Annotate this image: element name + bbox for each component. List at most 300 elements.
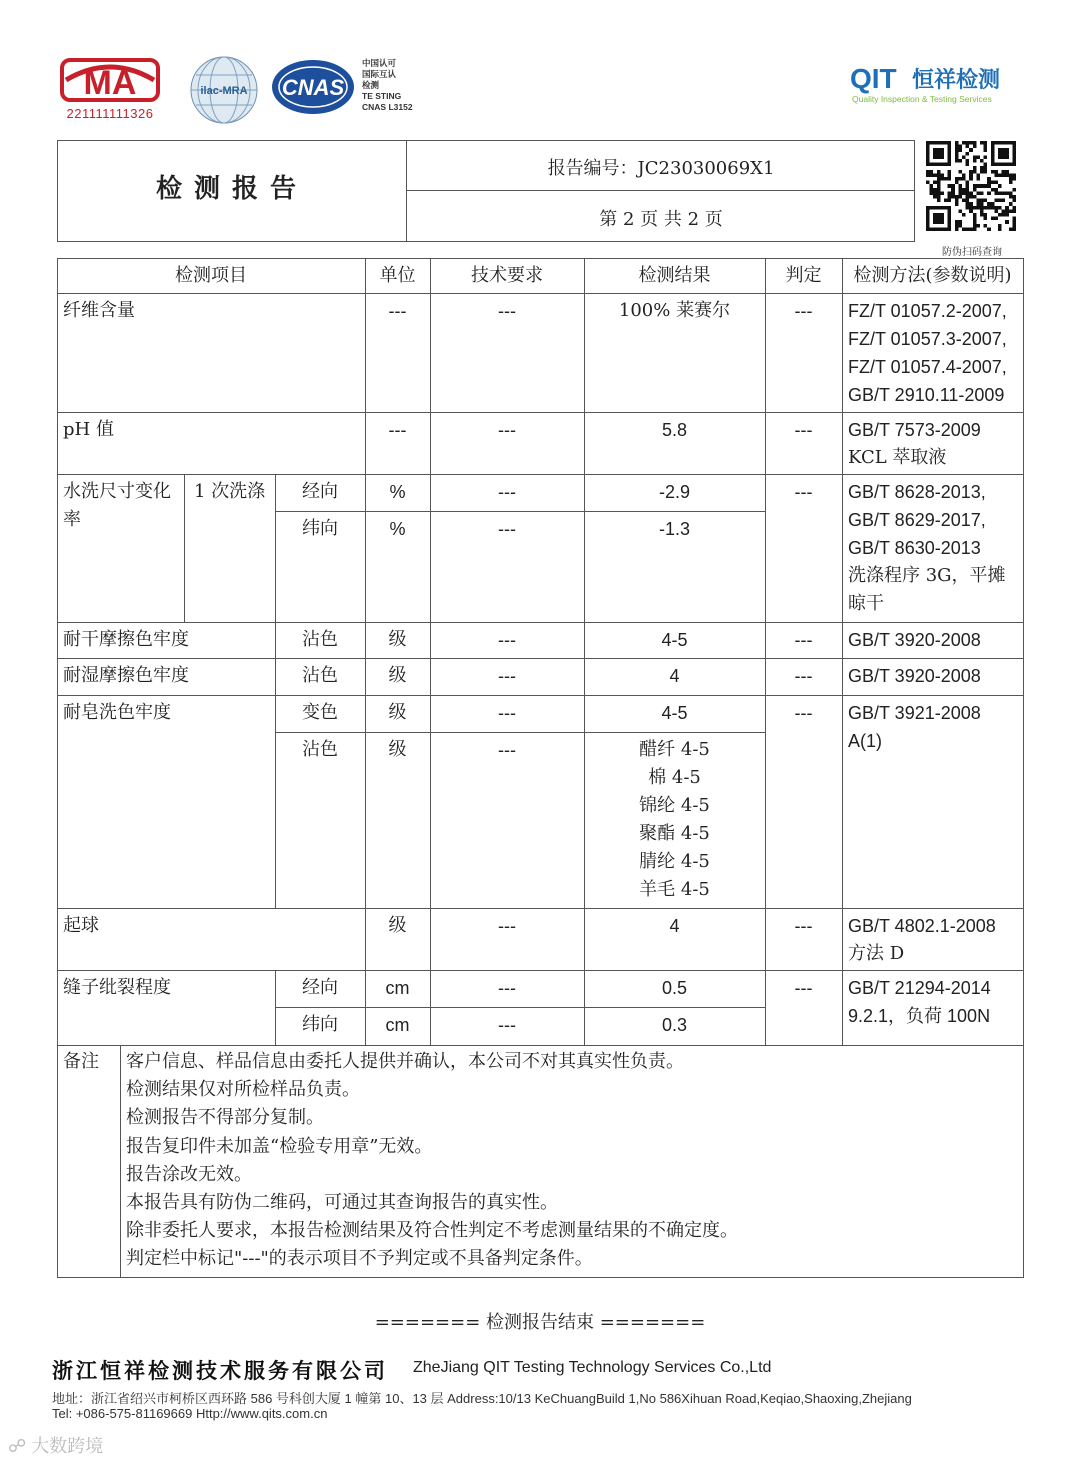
report-end-marker: ======= 检测报告结束 ======= — [374, 1312, 706, 1333]
sub-item: 沾色 — [302, 739, 338, 760]
qr-module — [955, 181, 959, 185]
qr-module — [998, 206, 1002, 210]
watermark-text: 大数跨境 — [31, 1436, 104, 1456]
method-line: GB/T 3920-2008 — [848, 630, 981, 650]
verdict: --- — [794, 630, 813, 650]
qr-module — [1012, 217, 1016, 221]
qr-module — [998, 224, 1002, 228]
qr-module — [984, 184, 988, 188]
qr-module — [984, 206, 988, 210]
verdict: --- — [794, 703, 813, 723]
qr-module — [969, 170, 973, 174]
result-line: 羊毛 4-5 — [639, 879, 710, 900]
qr-module — [955, 224, 959, 228]
qr-module — [958, 177, 962, 181]
qr-module — [991, 170, 995, 174]
requirement: --- — [498, 1015, 516, 1035]
qr-module — [926, 173, 930, 177]
qr-module — [998, 191, 1002, 195]
item-name: 耐干摩擦色牢度 — [63, 629, 189, 650]
qr-module — [994, 181, 998, 185]
qr-module — [994, 170, 998, 174]
method-line: GB/T 2910.11-2009 — [848, 385, 1005, 405]
ilac-logo-text: ilac-MRA — [200, 85, 248, 97]
qr-module — [998, 173, 1002, 177]
qr-module — [962, 173, 966, 177]
qr-module — [994, 199, 998, 203]
result: 5.8 — [661, 420, 688, 440]
table-line — [275, 511, 765, 512]
qr-module — [980, 191, 984, 195]
qr-module — [940, 191, 944, 195]
qr-module — [955, 199, 959, 203]
item-name-cont: 率 — [63, 509, 81, 530]
qr-module — [930, 184, 934, 188]
qr-module — [933, 148, 944, 159]
cnas-caption-line: 检测 — [362, 80, 380, 90]
qr-module — [980, 209, 984, 213]
table-line — [57, 293, 1024, 294]
cnas-caption-line: CNAS L3152 — [362, 102, 413, 112]
table-line — [57, 412, 1024, 413]
qr-module — [937, 184, 941, 188]
result-line: 醋纤 4-5 — [639, 739, 710, 760]
qr-module — [966, 163, 970, 167]
qr-module — [951, 191, 955, 195]
qr-module — [937, 170, 941, 174]
method-line: 洗涤程序 3G，平摊 — [848, 565, 1006, 586]
qr-module — [955, 145, 959, 149]
item-name: pH 值 — [63, 419, 114, 440]
qr-module — [933, 188, 937, 192]
cnas-logo-text: CNAS — [281, 75, 345, 100]
qr-module — [1012, 227, 1016, 231]
item-name: 纤维含量 — [63, 300, 135, 321]
qr-module — [958, 209, 962, 213]
header-item: 检测项目 — [175, 265, 247, 286]
qr-module — [944, 199, 948, 203]
report-number: 报告编号：JC23030069X1 — [547, 158, 775, 179]
qr-module — [976, 184, 980, 188]
method-line: GB/T 3921-2008 — [848, 703, 981, 723]
requirement: --- — [498, 978, 516, 998]
verdict: --- — [794, 978, 813, 998]
qr-module — [969, 141, 973, 145]
qr-module — [987, 191, 991, 195]
qr-module — [930, 191, 934, 195]
qr-module — [955, 155, 959, 159]
table-line — [57, 658, 1024, 659]
qr-module — [984, 155, 988, 159]
qr-module — [994, 191, 998, 195]
qr-module — [948, 199, 952, 203]
qr-module — [1002, 173, 1006, 177]
item-name: 耐皂洗色牢度 — [63, 702, 171, 723]
header-verdict: 判定 — [785, 265, 822, 286]
report-title: 检测报告 — [155, 174, 308, 204]
qr-module — [973, 220, 977, 224]
qr-module — [933, 213, 944, 224]
requirement: --- — [498, 420, 516, 440]
qr-module — [962, 141, 966, 145]
sub-item: 变色 — [302, 702, 338, 723]
qr-module — [1012, 188, 1016, 192]
method-line: A(1) — [848, 731, 883, 751]
unit: 级 — [388, 739, 407, 760]
qr-module — [958, 224, 962, 228]
remark-line: 检测报告不得部分复制。 — [126, 1107, 324, 1128]
qr-module — [1002, 209, 1006, 213]
qr-module — [984, 148, 988, 152]
qr-module — [937, 191, 941, 195]
qr-module — [980, 213, 984, 217]
qr-module — [933, 195, 937, 199]
qr-module — [966, 206, 970, 210]
cma-logo-text: MA — [83, 64, 137, 102]
requirement: --- — [498, 630, 516, 650]
qr-module — [940, 173, 944, 177]
qr-module — [1005, 209, 1009, 213]
requirement: --- — [498, 916, 516, 936]
unit: cm — [385, 978, 410, 998]
qr-module — [987, 227, 991, 231]
qr-module — [1009, 181, 1013, 185]
header-result: 检测结果 — [638, 265, 711, 286]
method-line: GB/T 8628-2013, — [848, 482, 986, 502]
qr-module — [937, 188, 941, 192]
requirement: --- — [498, 740, 516, 760]
qr-module — [987, 181, 991, 185]
qr-module — [955, 141, 959, 145]
qr-module — [958, 159, 962, 163]
qr-module — [966, 191, 970, 195]
unit: % — [389, 482, 406, 502]
table-line — [275, 1007, 765, 1008]
qr-module — [1012, 206, 1016, 210]
table-line — [57, 474, 1024, 475]
qr-module — [948, 170, 952, 174]
header-method: 检测方法(参数说明) — [853, 265, 1012, 286]
qr-module — [1009, 173, 1013, 177]
header-unit: 单位 — [379, 265, 416, 286]
result: 0.5 — [661, 978, 688, 998]
qr-module — [980, 184, 984, 188]
method-line: KCL 萃取液 — [848, 447, 947, 468]
cnas-logo — [270, 58, 356, 116]
unit: --- — [388, 301, 407, 321]
qr-module — [930, 188, 934, 192]
qr-module — [991, 206, 995, 210]
method-line: FZ/T 01057.3-2007, — [848, 329, 1007, 349]
direction: 经向 — [302, 481, 338, 502]
qr-module — [973, 195, 977, 199]
qr-module — [994, 173, 998, 177]
direction: 纬向 — [302, 1014, 338, 1035]
qr-module — [966, 188, 970, 192]
qr-module — [1009, 202, 1013, 206]
result: 4 — [669, 916, 680, 936]
qr-module — [969, 206, 973, 210]
table-line — [57, 908, 1024, 909]
qr-module — [966, 195, 970, 199]
qr-module — [984, 163, 988, 167]
qr-module — [958, 188, 962, 192]
qr-module — [994, 209, 998, 213]
qr-module — [998, 184, 1002, 188]
result: -1.3 — [658, 519, 691, 539]
qr-module — [966, 184, 970, 188]
qr-module — [926, 170, 930, 174]
qr-module — [973, 145, 977, 149]
qr-module — [1009, 191, 1013, 195]
qr-module — [984, 145, 988, 149]
qr-module — [973, 224, 977, 228]
qit-name: 恒祥检测 — [912, 68, 1001, 93]
qr-module — [1005, 191, 1009, 195]
qr-module — [973, 155, 977, 159]
qr-module — [933, 173, 937, 177]
remark-line: 本报告具有防伪二维码，可通过其查询报告的真实性。 — [126, 1192, 558, 1213]
qr-module — [976, 177, 980, 181]
qr-module — [951, 195, 955, 199]
qr-module — [966, 145, 970, 149]
qr-module — [973, 213, 977, 217]
qr-module — [973, 141, 977, 145]
qr-module — [1009, 227, 1013, 231]
qr-module — [958, 148, 962, 152]
qr-module — [955, 220, 959, 224]
qr-module — [955, 227, 959, 231]
qr-module — [962, 188, 966, 192]
qr-module — [1005, 220, 1009, 224]
qr-module — [987, 202, 991, 206]
qit-logo — [850, 60, 1020, 110]
page-info: 第 2 页 共 2 页 — [599, 209, 723, 230]
method-line: GB/T 8629-2017, — [848, 510, 986, 530]
qr-module — [973, 184, 977, 188]
qr-module — [969, 195, 973, 199]
unit: 级 — [388, 702, 407, 723]
unit: 级 — [388, 915, 407, 936]
qr-module — [966, 227, 970, 231]
qr-module — [987, 206, 991, 210]
qr-module — [976, 191, 980, 195]
result-line: 锦纶 4-5 — [639, 795, 710, 816]
table-line — [57, 970, 1024, 971]
table-line — [1023, 258, 1024, 1278]
qr-module — [937, 177, 941, 181]
verdict: --- — [794, 916, 813, 936]
qr-module — [940, 177, 944, 181]
qr-module — [951, 188, 955, 192]
table-line — [57, 622, 1024, 623]
qr-module — [1012, 195, 1016, 199]
qr-module — [973, 159, 977, 163]
qr-module — [948, 195, 952, 199]
qr-code[interactable] — [926, 141, 1016, 231]
qr-module — [955, 177, 959, 181]
qr-caption: 防伪扫码查询 — [942, 247, 1002, 258]
qr-module — [976, 155, 980, 159]
verdict: --- — [794, 482, 813, 502]
qr-module — [955, 159, 959, 163]
qr-module — [994, 188, 998, 192]
qr-module — [951, 184, 955, 188]
method-line: FZ/T 01057.4-2007, — [848, 357, 1007, 377]
result: 0.3 — [661, 1015, 688, 1035]
qr-module — [962, 155, 966, 159]
qr-module — [1005, 213, 1009, 217]
qr-module — [966, 152, 970, 156]
qr-module — [1012, 224, 1016, 228]
qr-module — [955, 152, 959, 156]
qr-module — [994, 206, 998, 210]
ilac-mra-logo — [188, 55, 260, 125]
result: 100% 莱赛尔 — [618, 300, 731, 321]
verdict: --- — [794, 666, 813, 686]
qr-module — [976, 173, 980, 177]
qr-module — [962, 191, 966, 195]
qr-module — [969, 148, 973, 152]
result: -2.9 — [658, 482, 691, 502]
qr-module — [984, 213, 988, 217]
table-line — [57, 1277, 1024, 1278]
table-line — [184, 474, 185, 622]
qr-module — [980, 159, 984, 163]
table-line — [57, 258, 1024, 259]
qr-module — [966, 181, 970, 185]
result: 4-5 — [661, 703, 688, 723]
qr-module — [1009, 195, 1013, 199]
method-line: 方法 D — [848, 943, 905, 964]
company-contact: Tel: +086-575-81169669 Http://www.qits.com.cn — [52, 1406, 328, 1421]
qr-module — [1005, 170, 1009, 174]
qr-module — [984, 199, 988, 203]
qr-module — [980, 206, 984, 210]
qr-module — [962, 177, 966, 181]
qr-module — [1009, 177, 1013, 181]
qr-module — [962, 227, 966, 231]
unit: 级 — [388, 665, 407, 686]
remark-line: 判定栏中标记"---"的表示项目不予判定或不具备判定条件。 — [126, 1248, 593, 1269]
item-name: 耐湿摩擦色牢度 — [63, 665, 189, 686]
result: 4-5 — [661, 630, 688, 650]
qr-module — [955, 195, 959, 199]
sub-item: 沾色 — [302, 665, 338, 686]
qr-module — [958, 170, 962, 174]
qr-module — [962, 213, 966, 217]
direction: 经向 — [302, 977, 338, 998]
wash-condition: 1 次洗涤 — [194, 481, 266, 502]
watermark — [8, 1432, 103, 1458]
remark-line: 报告涂改无效。 — [126, 1164, 252, 1185]
qr-module — [930, 173, 934, 177]
method-line: FZ/T 01057.2-2007, — [848, 301, 1007, 321]
qr-module — [998, 213, 1002, 217]
qr-module — [984, 217, 988, 221]
verdict: --- — [794, 420, 813, 440]
qr-module — [1009, 209, 1013, 213]
qr-module — [937, 195, 941, 199]
qr-module — [969, 191, 973, 195]
qit-brand: QIT — [850, 63, 897, 94]
requirement: --- — [498, 482, 516, 502]
qr-module — [973, 227, 977, 231]
remark-line: 客户信息、样品信息由委托人提供并确认，本公司不对其真实性负责。 — [126, 1051, 684, 1072]
qr-module — [973, 217, 977, 221]
unit: --- — [388, 420, 407, 440]
qr-module — [976, 206, 980, 210]
qr-module — [980, 199, 984, 203]
unit: 级 — [388, 629, 407, 650]
qr-module — [991, 217, 995, 221]
qr-module — [966, 159, 970, 163]
qr-module — [1012, 209, 1016, 213]
requirement: --- — [498, 519, 516, 539]
qr-module — [998, 148, 1009, 159]
requirement: --- — [498, 666, 516, 686]
qr-module — [958, 220, 962, 224]
header-requirement: 技术要求 — [471, 265, 543, 286]
qr-module — [966, 199, 970, 203]
qr-module — [976, 224, 980, 228]
qr-module — [969, 173, 973, 177]
table-line — [57, 1045, 1024, 1046]
qr-module — [966, 202, 970, 206]
method-line: 晾干 — [848, 593, 884, 614]
qr-module — [969, 202, 973, 206]
qr-module — [984, 141, 988, 145]
verdict: --- — [794, 301, 813, 321]
qr-module — [976, 199, 980, 203]
remarks-label: 备注 — [63, 1051, 99, 1072]
qr-module — [1002, 199, 1006, 203]
remark-line: 检测结果仅对所检样品负责。 — [126, 1079, 360, 1100]
qr-module — [973, 206, 977, 210]
method-line: GB/T 3920-2008 — [848, 666, 981, 686]
table-line — [842, 258, 843, 1045]
qr-module — [948, 191, 952, 195]
qr-module — [980, 170, 984, 174]
qr-module — [937, 173, 941, 177]
qr-module — [955, 148, 959, 152]
item-name: 水洗尺寸变化 — [63, 481, 171, 502]
qr-module — [1002, 170, 1006, 174]
qr-module — [991, 188, 995, 192]
qr-module — [966, 141, 970, 145]
sub-item: 沾色 — [302, 629, 338, 650]
qr-module — [1005, 173, 1009, 177]
method-line: 9.2.1，负荷 100N — [848, 1006, 991, 1026]
qr-module — [973, 166, 977, 170]
qr-module — [933, 181, 937, 185]
qr-module — [958, 195, 962, 199]
qr-module — [994, 217, 998, 221]
qr-module — [980, 141, 984, 145]
company-address: 地址：浙江省绍兴市柯桥区西环路 586 号科创大厦 1 幢第 10、13 层 Address:10/13 KeChuangBuild 1,No 586Xihuan Road,Keqiao,Shaoxing,Zhejiang — [52, 1391, 912, 1406]
requirement: --- — [498, 703, 516, 723]
qr-module — [958, 184, 962, 188]
table-line — [120, 1045, 121, 1277]
method-line: GB/T 21294-2014 — [848, 978, 991, 998]
qr-module — [987, 184, 991, 188]
qit-subtitle: Quality Inspection & Testing Services — [852, 94, 992, 104]
qr-module — [948, 177, 952, 181]
item-name: 起球 — [63, 915, 99, 936]
requirement: --- — [498, 301, 516, 321]
qr-module — [1012, 220, 1016, 224]
cnas-caption-line: TE STING — [362, 91, 402, 101]
